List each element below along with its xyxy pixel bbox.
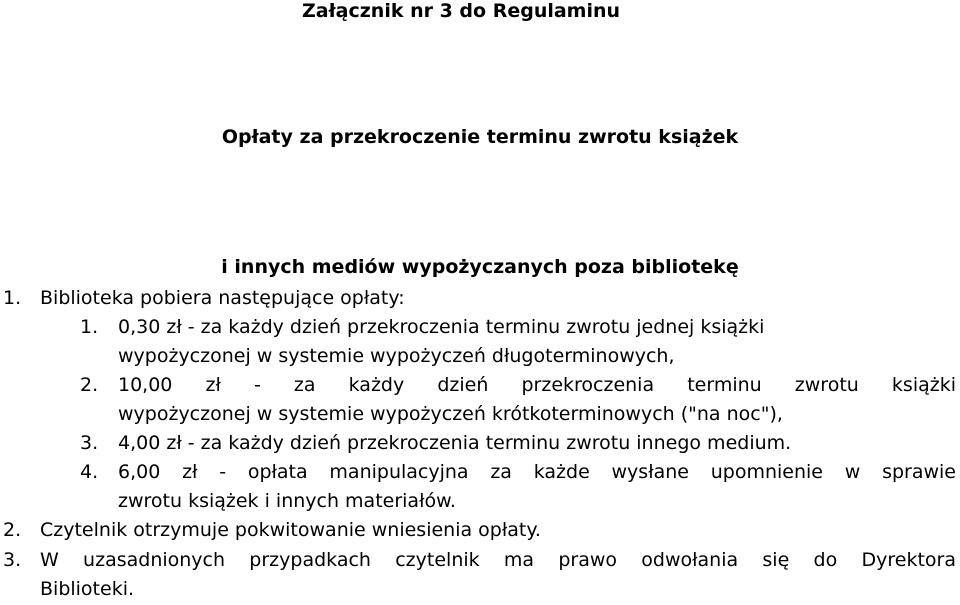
attachment-header: Załącznik nr 3 do Regulaminu [302,0,621,22]
sublist-number: 2. [80,374,99,396]
document-title: Opłaty za przekroczenie terminu zwrotu książek [221,126,739,148]
list-item-text: Biblioteki. [40,578,135,600]
sublist-number: 3. [80,432,99,454]
list-number: 3. [3,549,22,571]
sublist-item-text: 6,00 zł - opłata manipulacyjna za każde wysłane upomnienie w sprawie [118,461,956,483]
list-number: 2. [3,519,22,541]
sublist-item-text: zwrotu książek i innych materiałów. [118,490,456,512]
sublist-number: 4. [80,461,99,483]
sublist-item-text: 4,00 zł - za każdy dzień przekroczenia terminu zwrotu innego medium. [118,432,792,454]
document-subtitle: i innych mediów wypożyczanych poza bibliotekę [221,256,739,278]
list-item-text: Biblioteka pobiera następujące opłaty: [40,287,405,309]
sublist-item-text: wypożyczonej w systemie wypożyczeń krótkoterminowych ("na noc"), [118,403,783,425]
sublist-number: 1. [80,316,99,338]
sublist-item-text: 0,30 zł - za każdy dzień przekroczenia terminu zwrotu jednej książki [118,316,765,338]
list-item-text: Czytelnik otrzymuje pokwitowanie wniesienia opłaty. [40,519,541,541]
sublist-item-text: 10,00 zł - za każdy dzień przekroczenia terminu zwrotu książki [118,374,956,396]
list-number: 1. [3,287,22,309]
sublist-item-text: wypożyczonej w systemie wypożyczeń długoterminowych, [118,345,675,367]
list-item-text: W uzasadnionych przypadkach czytelnik ma prawo odwołania się do Dyrektora [40,549,956,571]
